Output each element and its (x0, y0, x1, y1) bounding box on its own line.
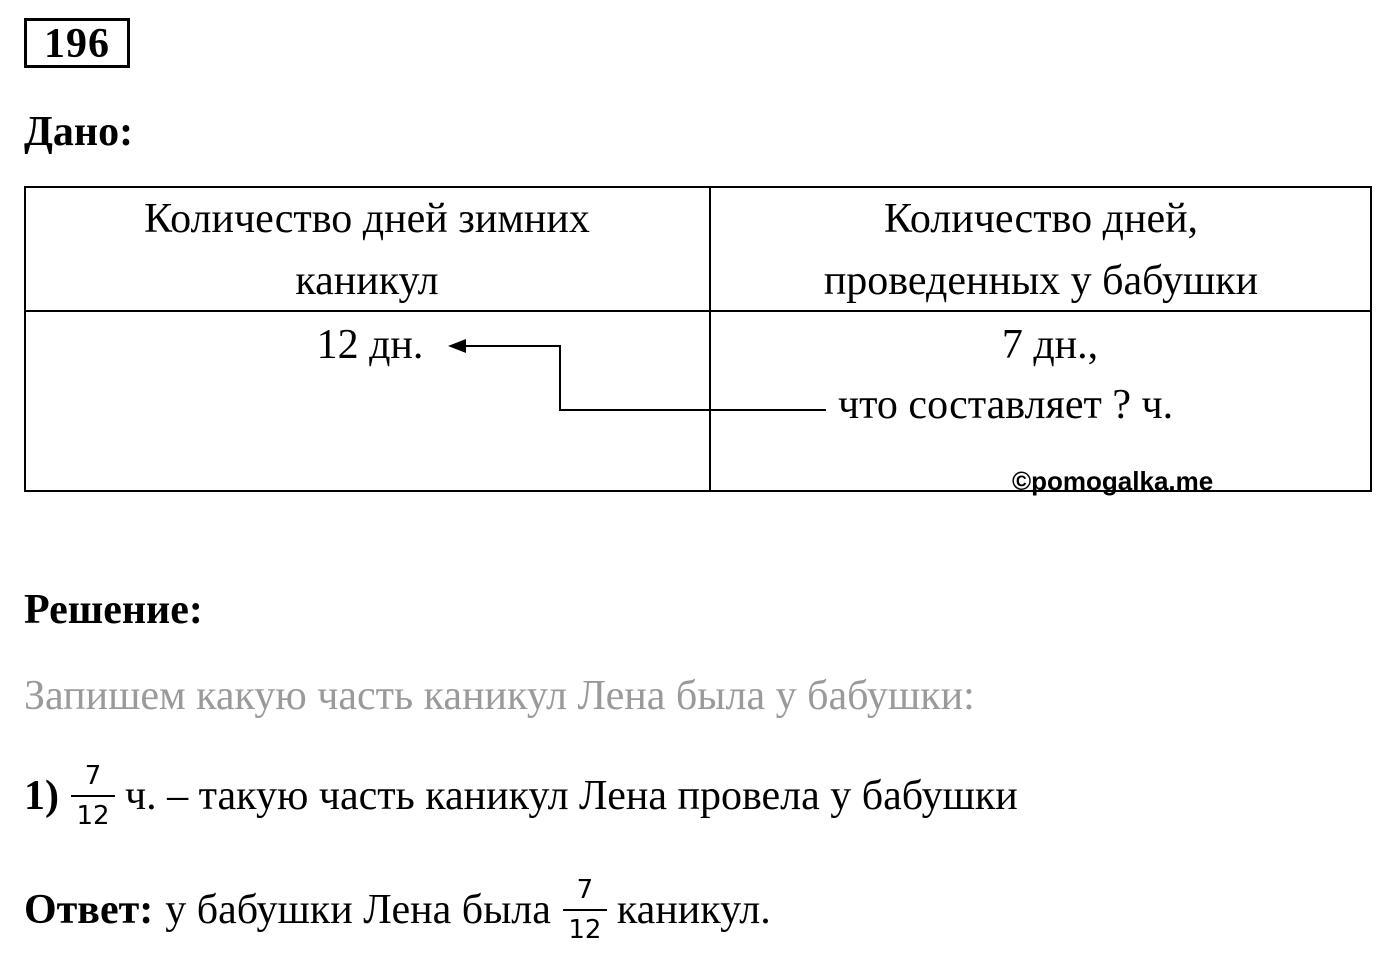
step-1-fraction (71, 761, 115, 831)
header-winter-days (24, 188, 710, 312)
step-1-label: 1) (24, 773, 59, 819)
answer-fraction (563, 875, 607, 945)
step-1-numerator: 7 (84, 761, 102, 791)
header-winter-days-line2: каникул (295, 258, 439, 304)
value-grandma-days: 7 дн., (1001, 322, 1099, 368)
intro-text: Запишем какую часть каникул Лена была у бабушки: (24, 673, 975, 719)
header-grandma-days (710, 188, 1372, 312)
answer (24, 868, 771, 952)
value-grandma-part: что составляет ? ч. (838, 382, 1174, 428)
step-1-text: ч. – такую часть каникул Лена провела у бабушки (125, 773, 1018, 819)
relation-arrow (448, 339, 826, 410)
header-winter-days-line1: Количество дней зимних (144, 196, 590, 242)
step-1-denominator: 12 (76, 801, 110, 831)
fraction-bar (71, 795, 115, 797)
task-number: 196 (24, 18, 130, 68)
solution-heading: Решение: (24, 587, 203, 633)
answer-denominator: 12 (568, 915, 602, 945)
answer-text-after: каникул. (616, 887, 771, 933)
header-grandma-days-line1: Количество дней, (883, 196, 1199, 242)
value-winter-days: 12 дн. (316, 322, 424, 368)
fraction-bar (563, 909, 607, 911)
answer-text-before: у бабушки Лена была (165, 887, 551, 933)
answer-numerator: 7 (576, 875, 594, 905)
watermark: ©pomogalka.me (1012, 466, 1214, 496)
header-grandma-days-line2: проведенных у бабушки (823, 258, 1259, 304)
step-1 (24, 756, 1018, 836)
answer-label: Ответ: (24, 887, 154, 933)
given-heading: Дано: (24, 109, 134, 155)
